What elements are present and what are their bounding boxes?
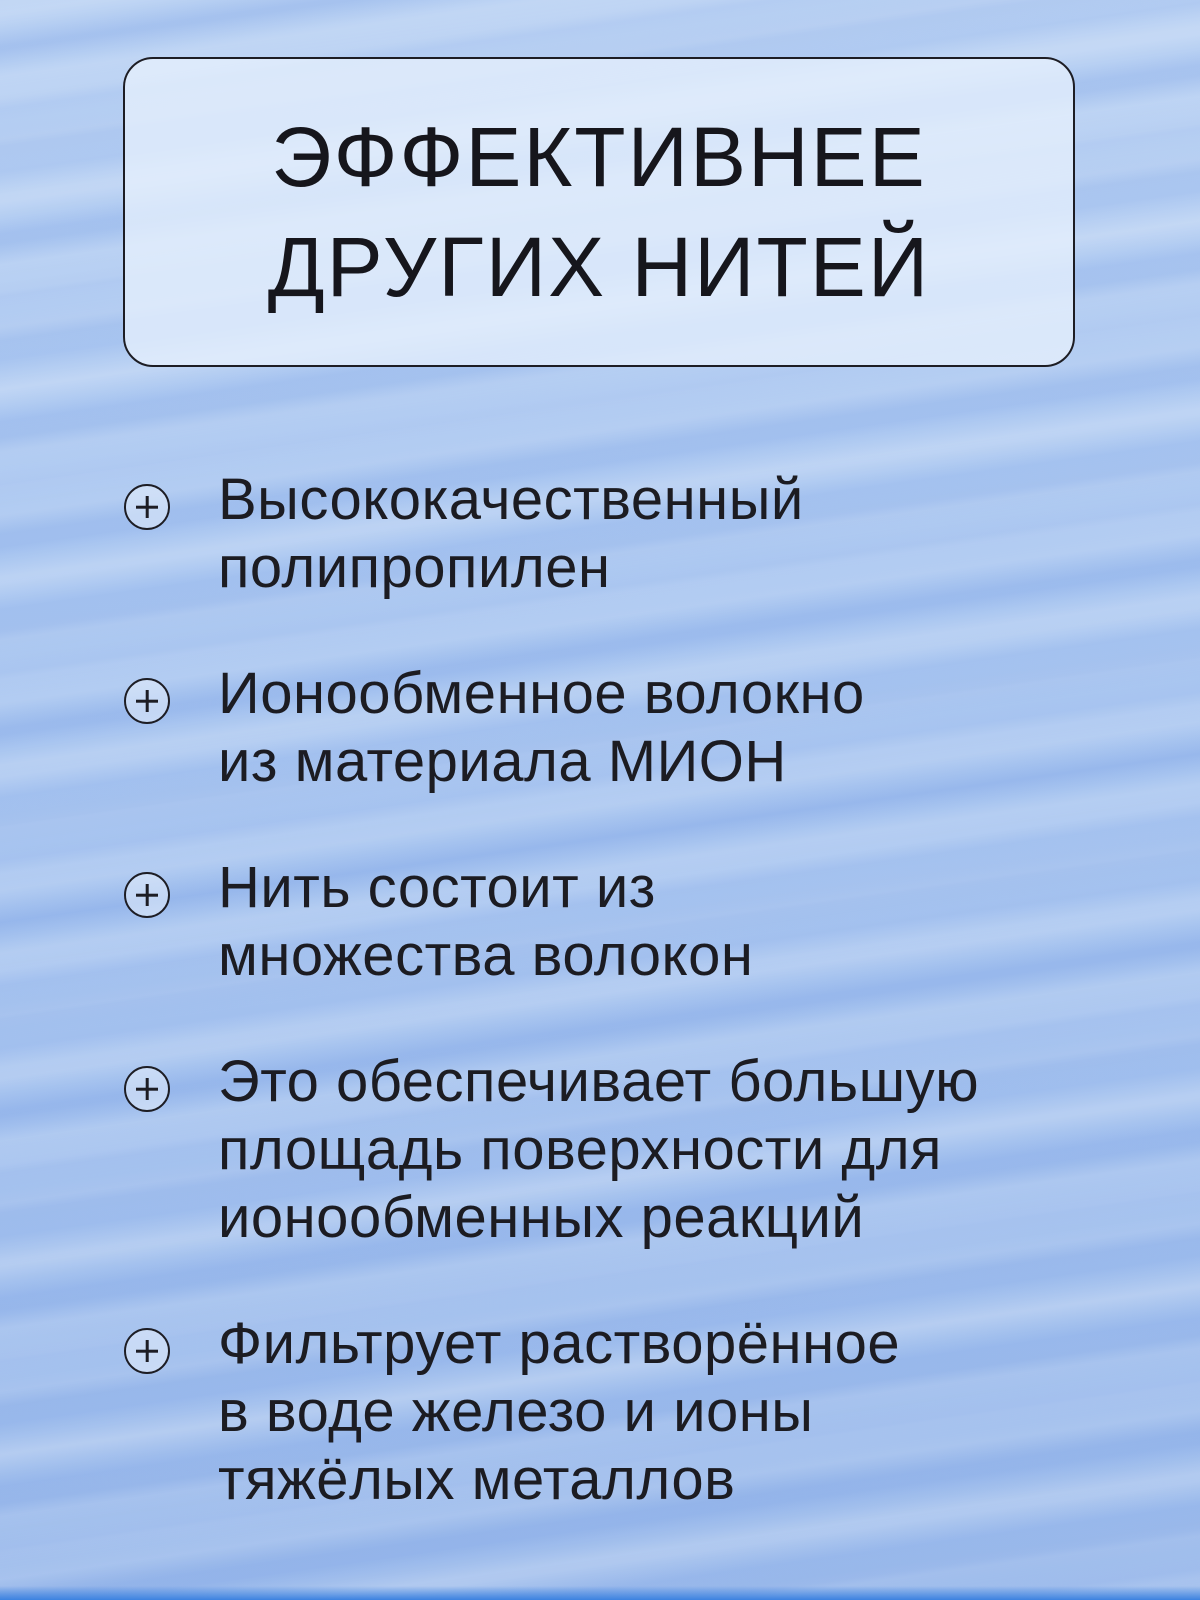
feature-item [122, 1048, 1162, 1252]
feature-line: Нить состоит из [218, 855, 656, 920]
feature-line: Это обеспечивает большую [218, 1049, 980, 1114]
feature-line: площадь поверхности для [218, 1117, 942, 1182]
feature-line: из материала МИОН [218, 729, 787, 794]
feature-line: Высококачественный [218, 467, 804, 532]
feature-line: множества волокон [218, 923, 754, 988]
feature-item [122, 660, 1162, 796]
title-line-2: ДРУГИХ НИТЕЙ [267, 220, 931, 314]
feature-line: полипропилен [218, 535, 611, 600]
feature-text [218, 1048, 1162, 1252]
feature-text [218, 660, 1162, 796]
feature-item [122, 466, 1162, 602]
feature-text [218, 1310, 1162, 1514]
plus-circle-icon [124, 1328, 170, 1374]
plus-circle-icon [124, 1066, 170, 1112]
feature-line: Фильтрует растворённое [218, 1311, 901, 1376]
feature-line: ионообменных реакций [218, 1185, 865, 1250]
feature-line: в воде железо и ионы [218, 1379, 814, 1444]
feature-line: тяжёлых металлов [218, 1447, 736, 1512]
feature-item [122, 1310, 1162, 1514]
feature-item [122, 854, 1162, 990]
plus-circle-icon [124, 484, 170, 530]
bottom-strip [0, 1586, 1200, 1600]
plus-circle-icon [124, 872, 170, 918]
feature-text [218, 854, 1162, 990]
feature-text [218, 466, 1162, 602]
plus-circle-icon [124, 678, 170, 724]
title-box [123, 57, 1075, 367]
feature-line: Ионообменное волокно [218, 661, 865, 726]
title-line-1: ЭФФЕКТИВНЕЕ [271, 110, 927, 204]
feature-list [122, 466, 1162, 1514]
